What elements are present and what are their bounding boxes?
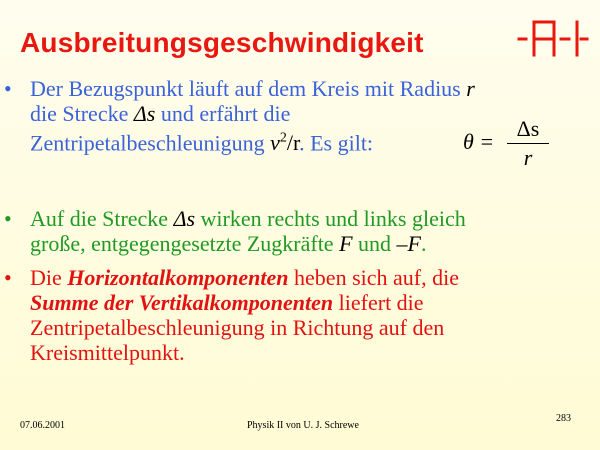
text: die Strecke bbox=[30, 101, 134, 126]
v2-r-expression: $v^2/r$ bbox=[270, 130, 300, 156]
emphasis-vertical: Summe der Vertikalkomponenten bbox=[30, 290, 334, 315]
fraction-bar bbox=[507, 143, 549, 144]
text: Zentripetalbeschleunigung bbox=[30, 130, 271, 156]
fraction-numerator: Δs bbox=[516, 116, 540, 141]
text: Die bbox=[30, 265, 68, 290]
text: liefert die bbox=[333, 290, 424, 315]
footer-date: 07.06.2001 bbox=[20, 420, 65, 431]
text: Kreismittelpunkt. bbox=[30, 340, 185, 365]
text: und bbox=[352, 231, 397, 256]
fh-logo-icon bbox=[517, 18, 589, 58]
fraction-denominator: r bbox=[523, 145, 533, 170]
delta-s-symbol: Δs bbox=[133, 101, 156, 126]
text: Der Bezugspunkt läuft auf dem Kreis mit Radius bbox=[30, 76, 467, 101]
page-title: Ausbreitungsgeschwindigkeit bbox=[20, 27, 424, 58]
text: wirken rechts und links gleich bbox=[195, 206, 466, 231]
formula-lhs: θ = bbox=[463, 129, 495, 154]
text: Auf die Strecke bbox=[30, 206, 174, 231]
footer-page-number: 283 bbox=[556, 413, 571, 424]
bullet-dot: • bbox=[4, 206, 12, 231]
footer-course: Physik II von U. J. Schrewe bbox=[247, 420, 359, 431]
delta-s-symbol: Δs bbox=[173, 206, 196, 231]
bullet-2-text bbox=[30, 206, 580, 256]
text: Zentripetalbeschleunigung in Richtung auf den bbox=[30, 315, 445, 340]
text: und erfährt die bbox=[155, 101, 291, 126]
bullet-1-text bbox=[30, 76, 580, 155]
fraction bbox=[507, 116, 549, 170]
negative-force-symbol: –F bbox=[396, 231, 421, 256]
force-symbol: F bbox=[339, 231, 353, 256]
bullet-dot: • bbox=[4, 265, 12, 290]
bullet-dot: • bbox=[4, 76, 12, 101]
emphasis-horizontal: Horizontalkomponenten bbox=[67, 265, 289, 290]
text: heben sich auf, die bbox=[288, 265, 459, 290]
bullet-3-text bbox=[30, 265, 580, 365]
text: große, entgegengesetzte Zugkräfte bbox=[30, 231, 340, 256]
text: . Es gilt: bbox=[299, 130, 374, 156]
text: . bbox=[420, 231, 427, 256]
radius-symbol: r bbox=[466, 76, 475, 101]
